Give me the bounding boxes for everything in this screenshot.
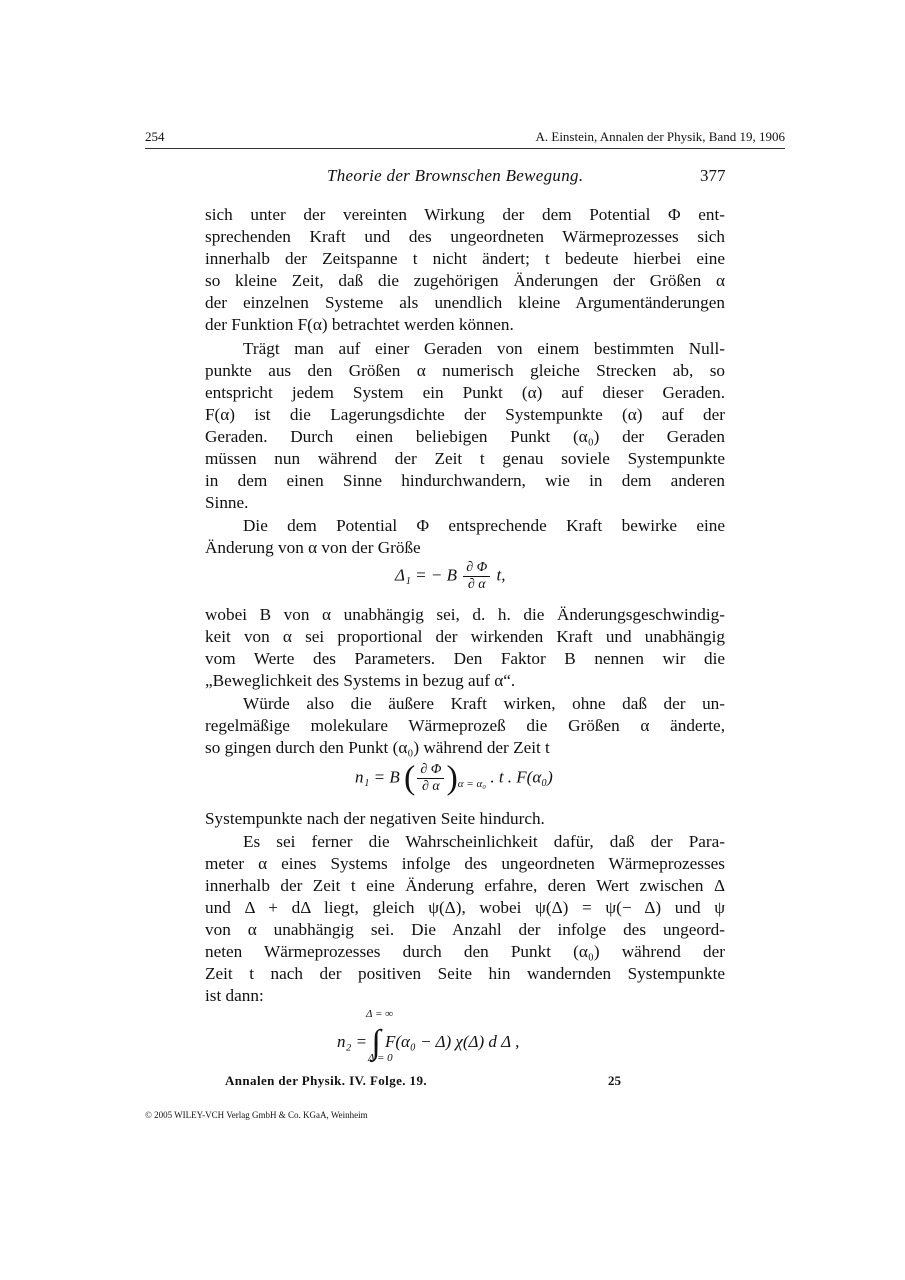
copyright-notice: © 2005 WILEY-VCH Verlag GmbH & Co. KGaA, Weinheim <box>145 1110 368 1120</box>
journal-signature: Annalen der Physik. IV. Folge. 19. <box>225 1073 428 1088</box>
text-line: Änderung von α von der Größe <box>205 538 421 557</box>
equation-n2: n₂ = ∫ F(α₀ − Δ) χ(Δ) d Δ , <box>337 1024 520 1061</box>
text-line: neten Wärmeprozesses durch den Punkt (α₀) während der <box>205 942 725 961</box>
equation-delta1: Δ₁ = − B $\frac{\partial \Phi}{\partial \alpha}$ t, <box>395 560 506 592</box>
text-line: so gingen durch den Punkt (α₀) während der Zeit t <box>205 738 550 757</box>
integral-sign: ∫ <box>371 1024 381 1061</box>
text-line: Geraden. Durch einen beliebigen Punkt (α₀) der Geraden <box>205 427 725 446</box>
text-line: sich unter der vereinten Wirkung der dem Potential Φ ent- <box>205 205 725 224</box>
text-line: „Beweglichkeit des Systems in bezug auf α“. <box>205 671 516 690</box>
running-title: Theorie der Brownschen Bewegung. <box>327 166 584 185</box>
equation-n1: n₁ = B ( $\frac{\partial \Phi}{\partial \alpha}$ )$_{\alpha = \alpha_0}$ . t . F(α₀) <box>355 759 553 797</box>
header-rule <box>145 148 785 149</box>
text-line: vom Werte des Parameters. Den Faktor B nennen wir die <box>205 649 725 668</box>
text-line: ist dann: <box>205 986 264 1005</box>
text-line: in dem einen Sinne hindurchwandern, wie in dem anderen <box>205 471 725 490</box>
text-line: Sinne. <box>205 493 249 512</box>
integral-upper-limit: Δ = ∞ <box>366 1008 394 1020</box>
text-line: regelmäßige molekulare Wärmeprozeß die Größen α änderte, <box>205 716 725 735</box>
integral-lower-limit: Δ = 0 <box>368 1052 393 1064</box>
text-line: Würde also die äußere Kraft wirken, ohne daß der un- <box>243 694 725 713</box>
text-line: entspricht jedem System ein Punkt (α) auf dieser Geraden. <box>205 383 725 402</box>
text-line: punkte aus den Größen α numerisch gleiche Strecken ab, so <box>205 361 725 380</box>
sheet-number: 25 <box>608 1073 621 1088</box>
text-line: Trägt man auf einer Geraden von einem bestimmten Null- <box>243 339 725 358</box>
text-line: Systempunkte nach der negativen Seite hindurch. <box>205 809 545 828</box>
citation: A. Einstein, Annalen der Physik, Band 19, 1906 <box>535 129 785 144</box>
text-line: von α unabhängig sei. Die Anzahl der infolge des ungeord- <box>205 920 725 939</box>
text-line: wobei B von α unabhängig sei, d. h. die Änderungsgeschwindig- <box>205 605 725 624</box>
text-line: Zeit t nach der positiven Seite hin wandernden Systempunkte <box>205 964 725 983</box>
text-line: der einzelnen Systeme als unendlich kleine Argumentänderungen <box>205 293 725 312</box>
text-line: der Funktion F(α) betrachtet werden können. <box>205 315 514 334</box>
text-line: Es sei ferner die Wahrscheinlichkeit dafür, daß der Para- <box>243 832 725 851</box>
text-line: meter α eines Systems infolge des ungeordneten Wärmeprozesses <box>205 854 725 873</box>
text-line: innerhalb der Zeit t eine Änderung erfahre, deren Wert zwischen Δ <box>205 876 725 895</box>
text-line: F(α) ist die Lagerungsdichte der Systempunkte (α) auf der <box>205 405 725 424</box>
text-line: Die dem Potential Φ entsprechende Kraft bewirke eine <box>243 516 725 535</box>
text-line: müssen nun während der Zeit t genau soviele Systempunkte <box>205 449 725 468</box>
original-page-number: 377 <box>700 166 726 185</box>
page-number: 254 <box>145 129 165 144</box>
text-line: so kleine Zeit, daß die zugehörigen Änderungen der Größen α <box>205 271 725 290</box>
text-line: und Δ + dΔ liegt, gleich ψ(Δ), wobei ψ(Δ) = ψ(− Δ) und ψ <box>205 898 725 917</box>
text-line: sprechenden Kraft und des ungeordneten Wärmeprozesses sich <box>205 227 725 246</box>
text-line: keit von α sei proportional der wirkenden Kraft und unabhängig <box>205 627 725 646</box>
text-line: innerhalb der Zeitspanne t nicht ändert; t bedeute hierbei eine <box>205 249 725 268</box>
